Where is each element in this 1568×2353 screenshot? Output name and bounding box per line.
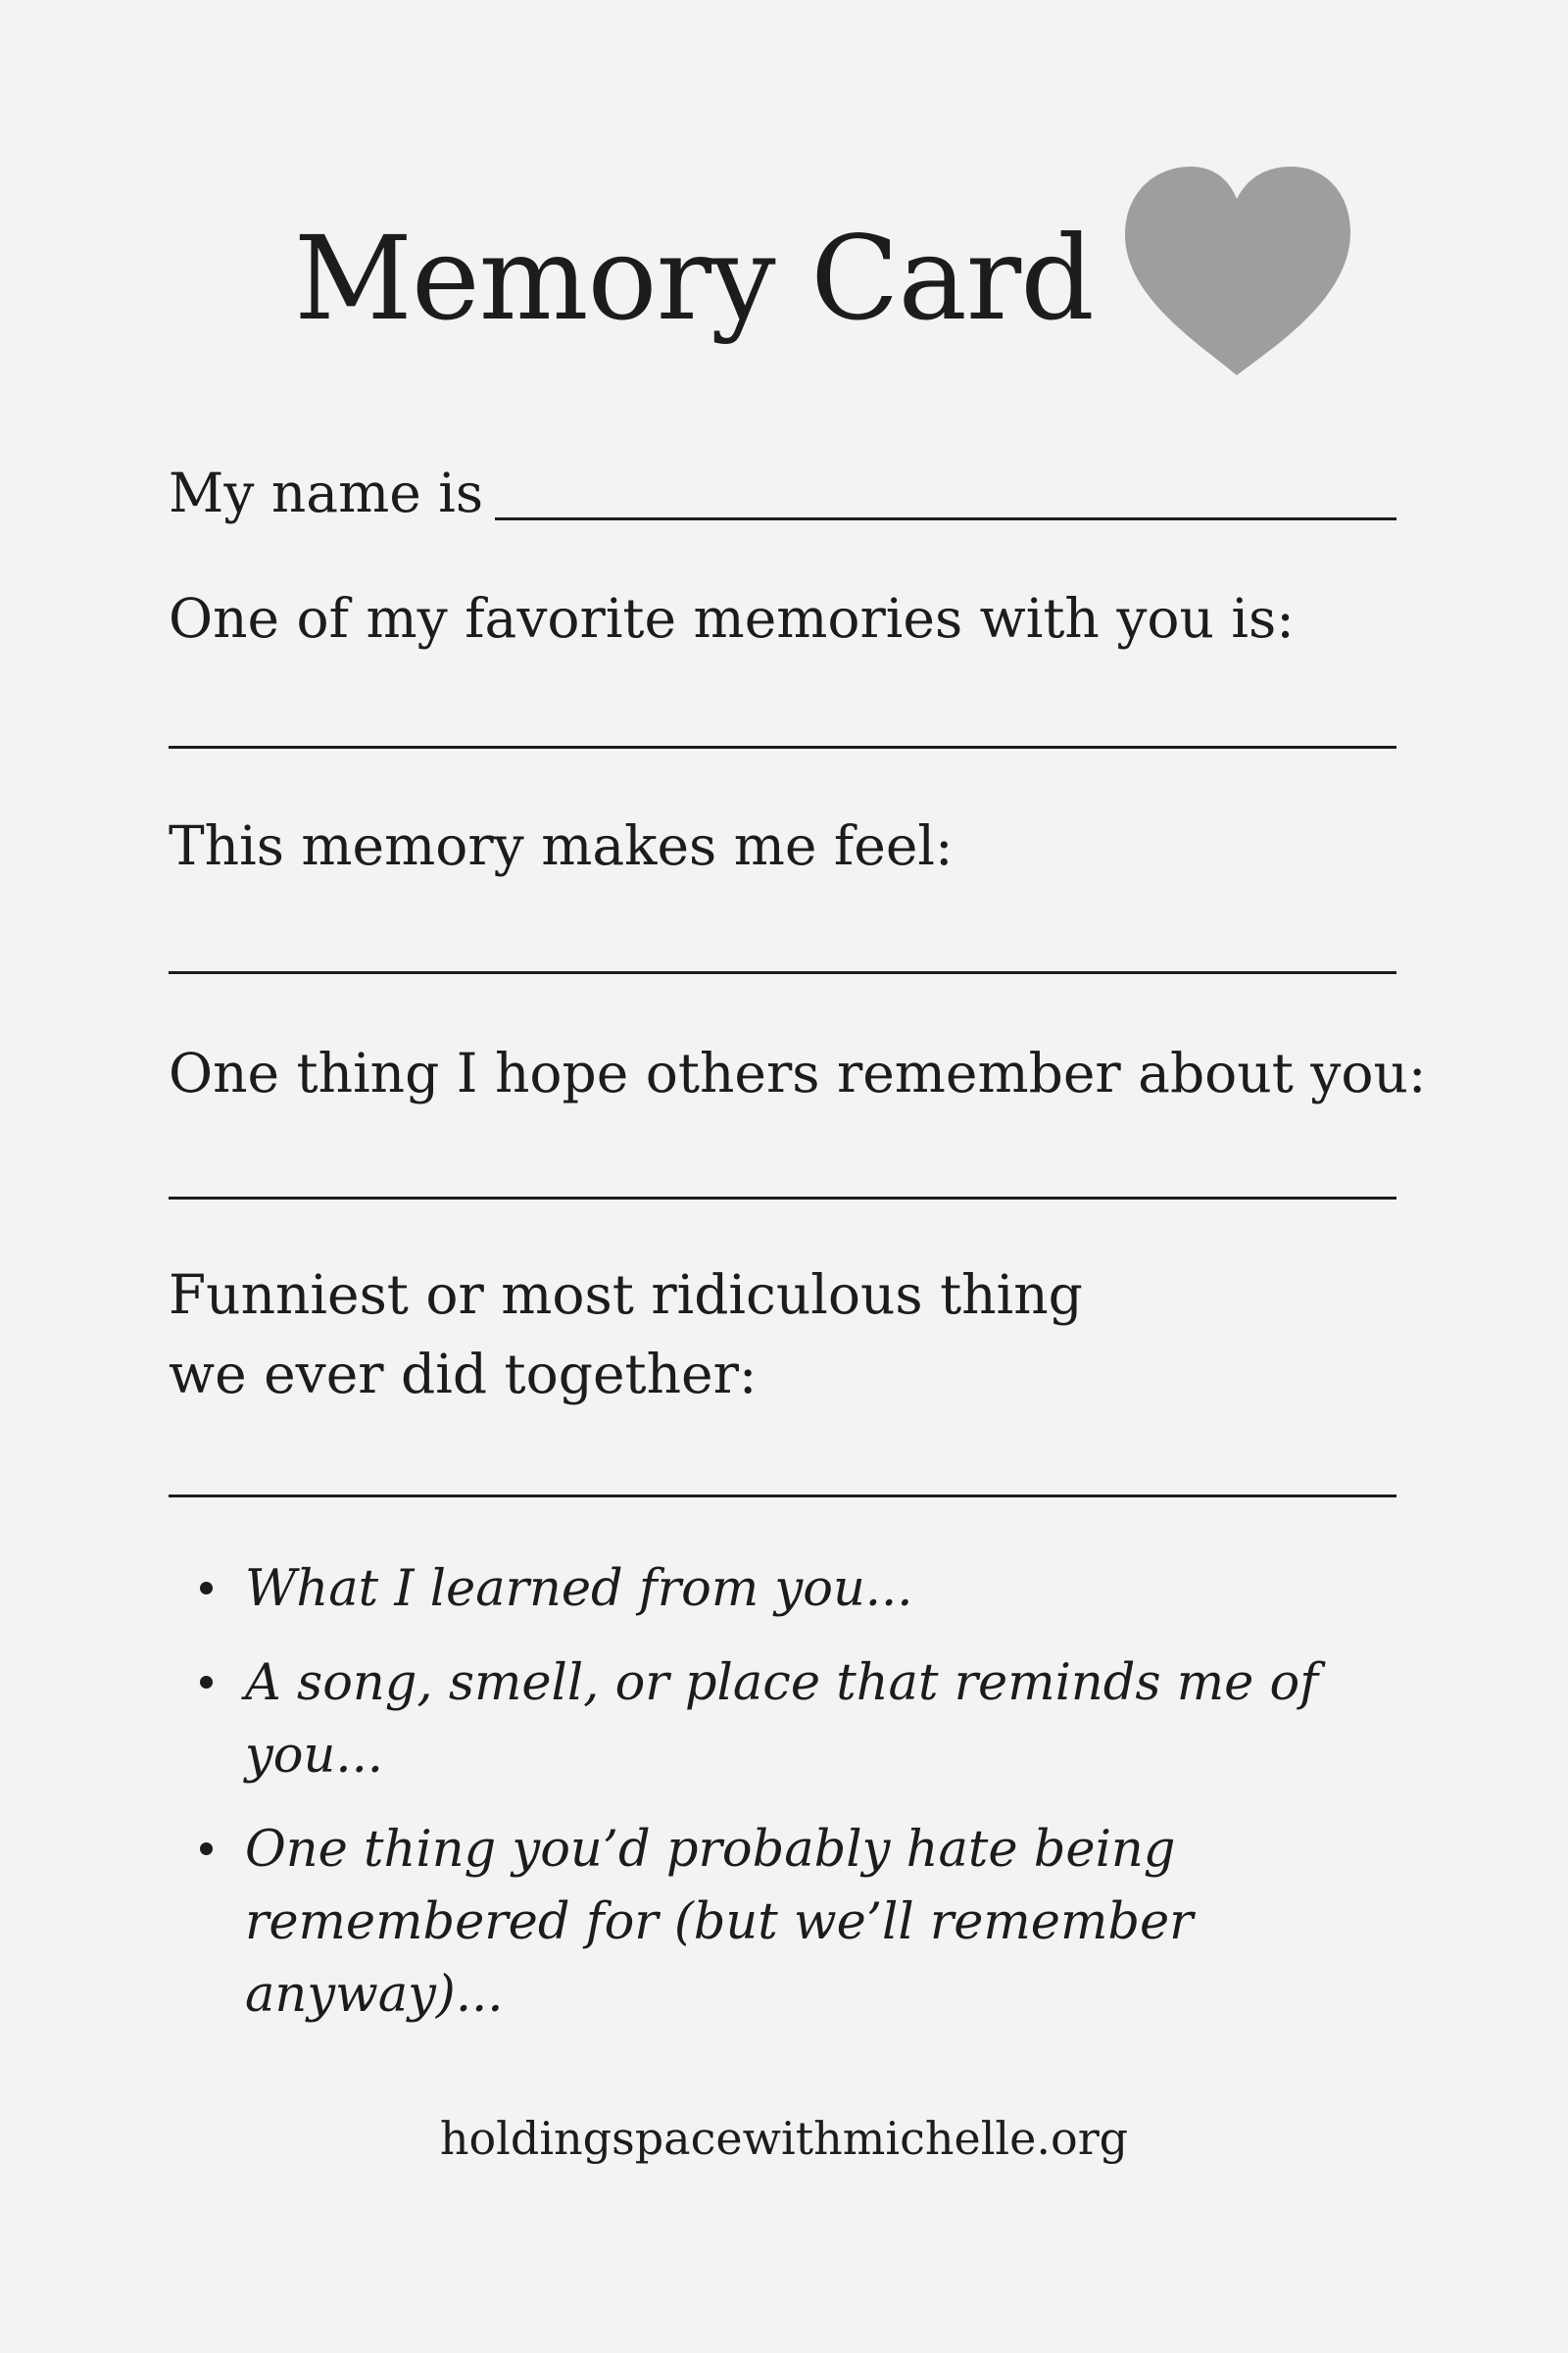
prompt-item — [196, 1553, 1411, 1626]
website-url: holdingspacewithmichelle.org — [439, 2112, 1129, 2165]
prompt-text: One thing you’d probably hate being remembered for (but we’ll remember anyway)... — [245, 1821, 1194, 2024]
prompt-list — [196, 1553, 1411, 2053]
funniest-thing-line[interactable] — [169, 1495, 1396, 1497]
funniest-thing-label-line1: Funniest or most ridiculous thing — [169, 1263, 1083, 1326]
memory-feeling-label: This memory makes me feel: — [169, 814, 954, 877]
bullet-icon — [200, 1842, 213, 1855]
card-title: Memory Card — [294, 211, 1094, 346]
name-line[interactable] — [495, 517, 1396, 520]
heart-icon — [1117, 162, 1357, 382]
name-label: My name is — [169, 462, 484, 524]
remember-about-you-label: One thing I hope others remember about you: — [169, 1042, 1427, 1104]
prompt-text: What I learned from you... — [245, 1560, 913, 1618]
bullet-icon — [200, 1582, 213, 1594]
prompt-item — [196, 1647, 1411, 1792]
prompt-item — [196, 1814, 1411, 2032]
favorite-memory-label: One of my favorite memories with you is: — [169, 587, 1295, 650]
remember-about-you-line[interactable] — [169, 1197, 1396, 1200]
memory-feeling-line[interactable] — [169, 971, 1396, 974]
prompt-text: A song, smell, or place that reminds me of you... — [245, 1654, 1319, 1785]
bullet-icon — [200, 1676, 213, 1689]
funniest-thing-label-line2: we ever did together: — [169, 1343, 758, 1405]
favorite-memory-line[interactable] — [169, 746, 1396, 749]
